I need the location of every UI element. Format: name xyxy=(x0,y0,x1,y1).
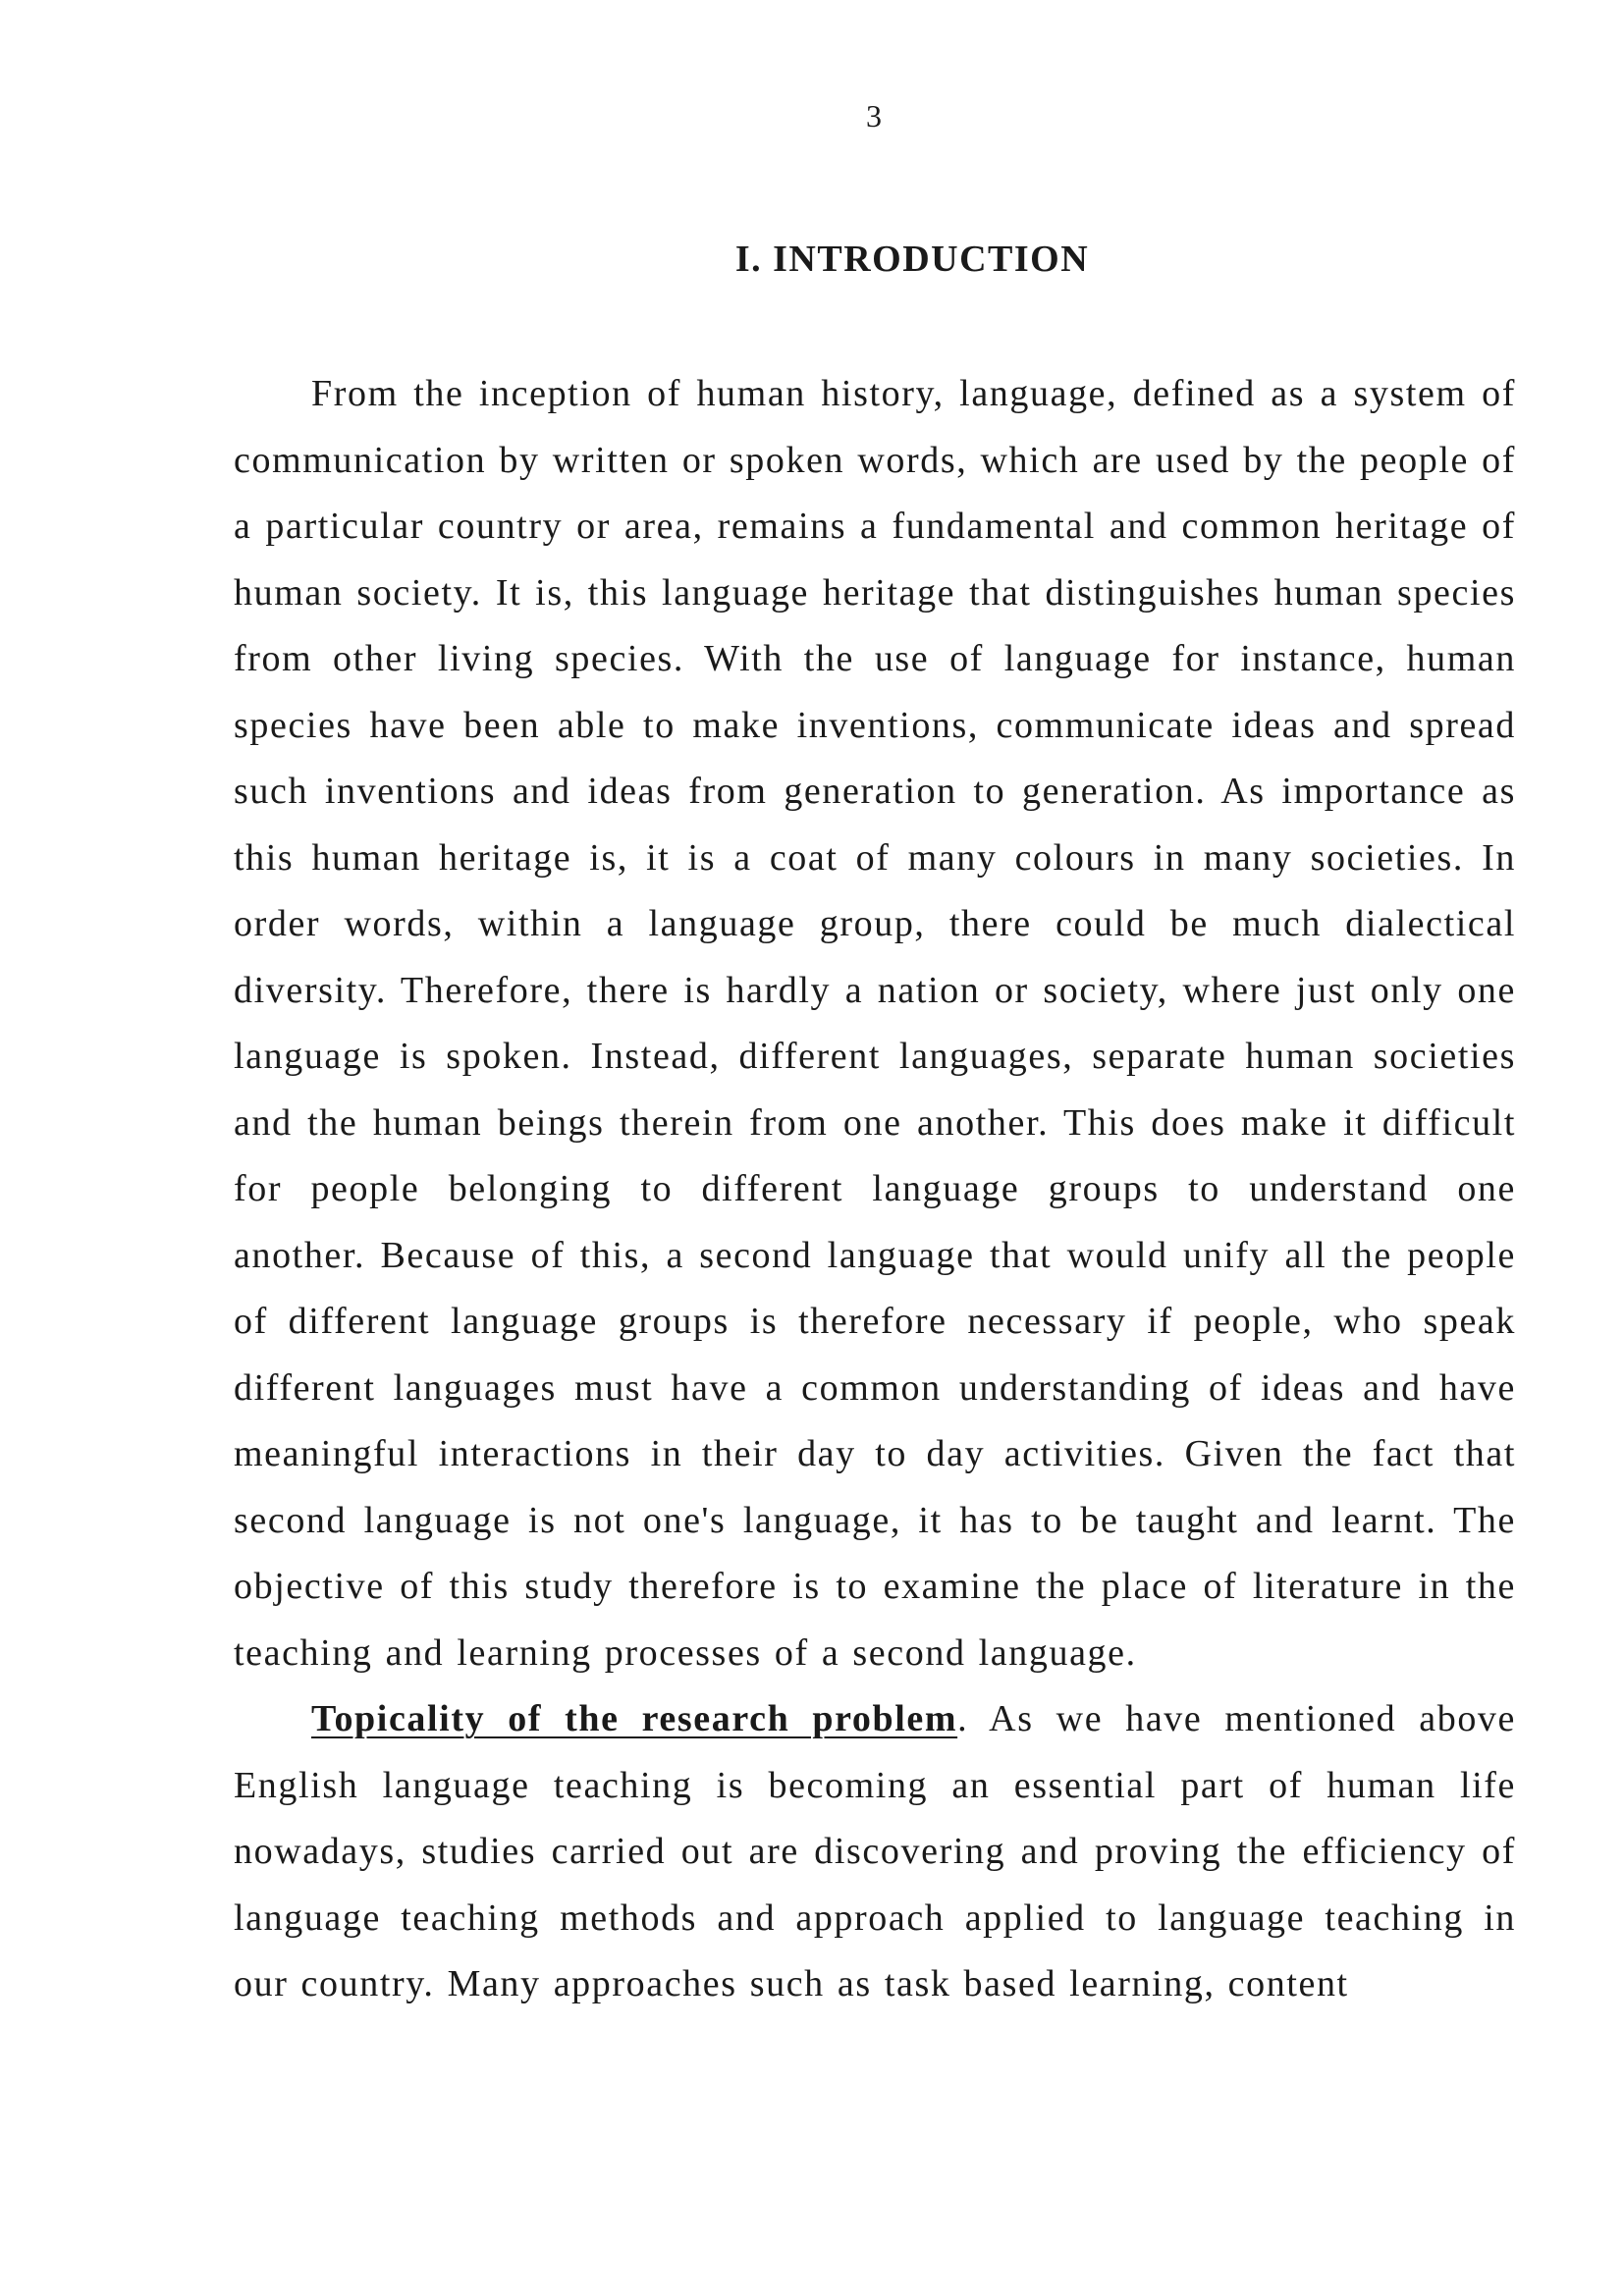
document-body xyxy=(234,361,1516,2018)
topicality-title: Topicality of the research problem xyxy=(311,1698,958,1739)
topicality-paragraph xyxy=(234,1686,1516,2018)
topicality-title-period: . xyxy=(957,1698,969,1739)
topicality-body: As we have mentioned above English language teaching is becoming an essential part of human life nowadays, studies carried out are discovering and proving the efficiency of language teaching methods and approach applied to language teaching in our country. Many approaches such as task based learning, content xyxy=(234,1698,1516,2004)
page-number: 3 xyxy=(866,98,882,133)
intro-paragraph: From the inception of human history, language, defined as a system of communication by written or spoken words, which are used by the people of a particular country or area, remains a fundamental and common heritage of human society. It is, this language heritage that distinguishes human species from other living species. With the use of language for instance, human species have been able to make inventions, communicate ideas and spread such inventions and ideas from generation to generation. As importance as this human heritage is, it is a coat of many colours in many societies. In order words, within a language group, there could be much dialectical diversity. Therefore, there is hardly a nation or society, where just only one language is spoken. Instead, different languages, separate human societies and the human beings therein from one another. This does make it difficult for people belonging to different language groups to understand one another. Because of this, a second language that would unify all the people of different language groups is therefore necessary if people, who speak different languages must have a common understanding of ideas and have meaningful interactions in their day to day activities. Given the fact that second language is not one's language, it has to be taught and learnt. The objective of this study therefore is to examine the place of literature in the teaching and learning processes of a second language. xyxy=(234,373,1516,1674)
section-heading: I. INTRODUCTION xyxy=(734,239,1090,280)
